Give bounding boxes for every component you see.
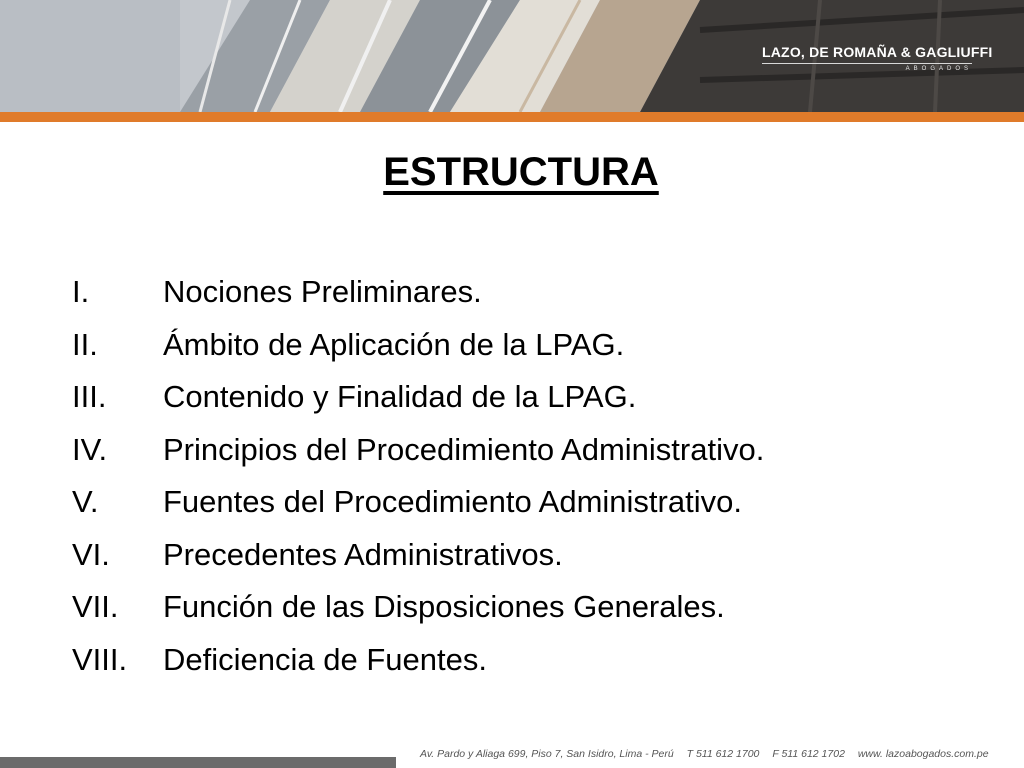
list-numeral: II. xyxy=(72,326,98,362)
list-item xyxy=(72,476,764,529)
list-item xyxy=(72,529,764,582)
footer-fax: F 511 612 1702 xyxy=(772,748,845,760)
list-item xyxy=(72,424,764,477)
list-numeral: III. xyxy=(72,379,107,414)
firm-subtitle: ABOGADOS xyxy=(905,66,972,72)
list-numeral: VI. xyxy=(72,536,110,572)
list-item xyxy=(72,371,764,424)
list-item xyxy=(72,634,764,687)
list-text: Fuentes del Procedimiento Administrativo. xyxy=(163,484,742,519)
list-numeral: VIII. xyxy=(72,641,128,677)
list-text: Contenido y Finalidad de la LPAG. xyxy=(163,379,637,414)
list-text: Función de las Disposiciones Generales. xyxy=(163,589,725,624)
header-banner xyxy=(0,0,1024,112)
list-text: Precedentes Administrativos. xyxy=(163,536,563,572)
logo-divider xyxy=(762,63,972,64)
list-numeral: VII. xyxy=(72,589,119,624)
list-numeral: IV. xyxy=(72,431,108,467)
structure-list xyxy=(72,266,764,686)
footer-website: www. lazoabogados.com.pe xyxy=(857,748,989,760)
list-numeral: V. xyxy=(72,484,99,519)
list-item xyxy=(72,319,764,372)
list-text: Principios del Procedimiento Administrativo. xyxy=(163,431,765,467)
firm-logo xyxy=(762,44,1002,72)
list-item xyxy=(72,266,764,319)
list-text: Deficiencia de Fuentes. xyxy=(163,641,487,677)
list-text: Nociones Preliminares. xyxy=(163,274,482,309)
accent-bar xyxy=(0,112,1024,122)
footer-bar xyxy=(0,757,396,768)
footer-contact xyxy=(420,748,999,760)
slide-title: ESTRUCTURA xyxy=(383,150,659,194)
footer-address: Av. Pardo y Aliaga 699, Piso 7, San Isidro, Lima - Perú xyxy=(420,748,674,760)
list-numeral: I. xyxy=(72,274,90,309)
list-text: Ámbito de Aplicación de la LPAG. xyxy=(163,326,625,362)
footer-phone: T 511 612 1700 xyxy=(686,748,760,760)
firm-name: LAZO, DE ROMAÑA & GAGLIUFFI xyxy=(762,44,993,60)
list-item xyxy=(72,581,764,634)
